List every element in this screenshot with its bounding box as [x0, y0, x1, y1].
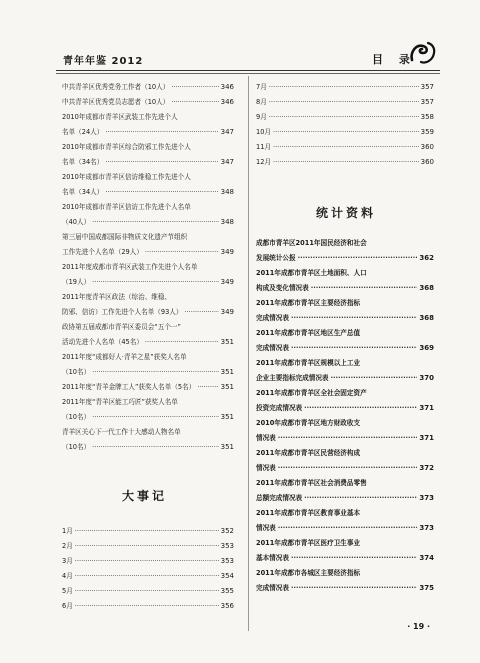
toc-entry-title: 第三届中国成都国际非物质文化遗产节组织: [62, 233, 188, 241]
toc-page-number: 355: [220, 587, 234, 595]
statistics-list: [256, 236, 434, 596]
running-header-title: 青年年鉴 2012: [63, 56, 144, 67]
toc-entry-label: 2011年度“青羊金牌工人”获奖人名单（5名）: [62, 383, 196, 391]
left-column: [62, 80, 234, 455]
toc-page-number: 346: [220, 83, 234, 91]
dot-leader: [291, 551, 417, 566]
toc-entry[interactable]: [62, 80, 234, 95]
dot-leader: [75, 569, 219, 584]
dot-leader: [298, 251, 418, 266]
dot-leader: [75, 524, 219, 539]
toc-entry-title: 2010年成都市青羊区武装工作先进个人: [62, 113, 178, 121]
toc-entry-label: 活动先进个人名单（45名）: [62, 338, 143, 346]
dot-leader: [92, 410, 218, 425]
dot-leader: [331, 371, 418, 386]
dot-leader: [145, 335, 219, 350]
toc-entry-label: 9月: [256, 113, 267, 121]
toc-page-number: 373: [419, 494, 434, 502]
toc-entry-label: 发展统计公报: [256, 254, 296, 262]
toc-page-number: 351: [220, 368, 234, 376]
toc-entry-title: 2011年成都市青羊区民营经济构成: [256, 449, 361, 457]
toc-page-number: 368: [419, 314, 434, 322]
toc-page-number: 362: [419, 254, 434, 262]
toc-entry-label: 6月: [62, 602, 73, 610]
toc-page-number: 374: [419, 554, 434, 562]
toc-page-number: 371: [419, 404, 434, 412]
months-list-left: [62, 524, 234, 614]
toc-page-number: 375: [419, 584, 434, 592]
dot-leader: [92, 440, 218, 455]
toc-entry-label: 11月: [256, 143, 271, 151]
toc-entry[interactable]: [62, 335, 234, 350]
toc-entry-label: 5月: [62, 587, 73, 595]
toc-page-number: 357: [420, 83, 434, 91]
toc-entry-label: 投资完成情况表: [256, 404, 303, 412]
toc-entry-label: 名单（34名）: [62, 158, 104, 166]
toc-page-number: 357: [420, 98, 434, 106]
dot-leader: [75, 599, 219, 614]
header-rule: [56, 70, 440, 71]
toc-entry-label: 总额完成情况表: [256, 494, 303, 502]
toc-page-number: 370: [419, 374, 434, 382]
toc-page-number: 349: [220, 308, 234, 316]
dot-leader: [75, 554, 219, 569]
toc-page-number: 347: [220, 128, 234, 136]
toc-entry-title: 2010年成都市青羊区综合防邪工作先进个人: [62, 143, 191, 151]
running-header-section: 目 录: [372, 53, 416, 66]
toc-entry-label: 企业主要指标完成情况表: [256, 374, 329, 382]
dot-leader: [311, 281, 418, 296]
toc-entry-label: 12月: [256, 158, 271, 166]
toc-entry[interactable]: [62, 584, 234, 599]
toc-entry[interactable]: [256, 401, 434, 416]
toc-entry-label: 完成情况表: [256, 344, 289, 352]
toc-page-number: 369: [419, 344, 434, 352]
toc-page-number: 354: [220, 572, 234, 580]
toc-entry[interactable]: [256, 491, 434, 506]
toc-entry-label: 情况表: [256, 464, 276, 472]
toc-entry-label: 情况表: [256, 434, 276, 442]
toc-entry-label: 中共青羊区优秀党务工作者（10人）: [62, 83, 170, 91]
dot-leader: [269, 80, 419, 95]
swirl-logo-icon: [408, 40, 436, 66]
toc-entry-label: 情况表: [256, 524, 276, 532]
toc-entry[interactable]: [62, 599, 234, 614]
toc-page-number: 360: [420, 158, 434, 166]
toc-entry-label: （10名）: [62, 368, 91, 376]
toc-entry-label: 名单（24人）: [62, 128, 104, 136]
toc-entry-label: 8月: [256, 98, 267, 106]
dot-leader: [197, 380, 218, 395]
toc-page-number: 351: [220, 338, 234, 346]
toc-entry-label: 构成及变化情况表: [256, 284, 309, 292]
toc-entry[interactable]: [256, 371, 434, 386]
dot-leader: [291, 581, 417, 596]
header-rule-thin: [56, 73, 440, 74]
toc-entry-label: 中共青羊区优秀党员志愿者（10人）: [62, 98, 170, 106]
dot-leader: [304, 401, 417, 416]
toc-page-number: 349: [220, 248, 234, 256]
toc-entry[interactable]: [256, 461, 434, 476]
dot-leader: [273, 140, 419, 155]
toc-entry[interactable]: [256, 125, 434, 140]
dot-leader: [291, 311, 417, 326]
toc-entry-title: 2011年成都市青羊区医疗卫生事业: [256, 539, 361, 547]
dot-leader: [145, 245, 219, 260]
toc-page-number: 353: [220, 542, 234, 550]
toc-entry[interactable]: [256, 311, 434, 326]
dot-leader: [171, 80, 218, 95]
toc-entry[interactable]: [62, 185, 234, 200]
dot-leader: [92, 365, 218, 380]
toc-entry-title: 青羊区关心下一代工作十大感动人物名单: [62, 428, 181, 436]
toc-entry[interactable]: [62, 410, 234, 425]
toc-entry[interactable]: [62, 569, 234, 584]
toc-entry-title: 2011年度“成都好人·青羊之星”获奖人名单: [62, 353, 187, 361]
toc-page-number: 360: [420, 143, 434, 151]
toc-entry-label: 完成情况表: [256, 584, 289, 592]
toc-entry-title: 2011年成都市青羊区全社会固定资产: [256, 389, 367, 397]
dot-leader: [92, 275, 218, 290]
dot-leader: [269, 95, 419, 110]
toc-entry[interactable]: [62, 95, 234, 110]
toc-entry-title: 2011年成都市青羊区教育事业基本: [256, 509, 361, 517]
toc-page-number: 358: [420, 113, 434, 121]
toc-page-number: 348: [220, 188, 234, 196]
toc-entry[interactable]: [256, 251, 434, 266]
section-title-events: 大事记: [122, 489, 168, 503]
column-divider: [248, 76, 249, 631]
toc-entry-label: 防邪、信访）工作先进个人名单（93人）: [62, 308, 183, 316]
toc-entry-label: （40人）: [62, 218, 91, 226]
toc-entry[interactable]: [62, 125, 234, 140]
toc-entry-label: 3月: [62, 557, 73, 565]
dot-leader: [184, 305, 218, 320]
toc-entry-label: 1月: [62, 527, 73, 535]
toc-entry-title: 2011年成都市青羊区地区生产总值: [256, 329, 361, 337]
toc-entry-title: 2011年成都市青羊区主要经济指标: [256, 299, 361, 307]
toc-entry-label: （19人）: [62, 278, 91, 286]
toc-entry-title: 2010年成都市青羊区地方财政收支: [256, 419, 361, 427]
toc-entry[interactable]: [62, 440, 234, 455]
toc-entry-title: 2011年度成都市青羊区武装工作先进个人名单: [62, 263, 198, 271]
dot-leader: [105, 155, 218, 170]
dot-leader: [291, 341, 417, 356]
toc-entry-label: （10名）: [62, 413, 91, 421]
toc-entry[interactable]: [62, 524, 234, 539]
toc-entry[interactable]: [62, 245, 234, 260]
toc-entry-label: 2月: [62, 542, 73, 550]
toc-entry[interactable]: [62, 305, 234, 320]
toc-entry[interactable]: [256, 431, 434, 446]
toc-entry[interactable]: [256, 95, 434, 110]
dot-leader: [105, 125, 218, 140]
toc-entry-title: 2010年成都市青羊区信访工作先进个人名单: [62, 203, 191, 211]
toc-page-number: 371: [419, 434, 434, 442]
toc-entry-title: 2011年成都市青羊区规模以上工业: [256, 359, 361, 367]
toc-entry[interactable]: [62, 365, 234, 380]
toc-entry[interactable]: [62, 554, 234, 569]
toc-entry-label: 10月: [256, 128, 271, 136]
dot-leader: [269, 110, 419, 125]
dot-leader: [304, 491, 417, 506]
toc-entry[interactable]: [62, 155, 234, 170]
toc-page-number: 373: [419, 524, 434, 532]
dot-leader: [92, 215, 218, 230]
dot-leader: [75, 539, 219, 554]
toc-page-number: 348: [220, 218, 234, 226]
dot-leader: [278, 521, 418, 536]
toc-entry-label: 7月: [256, 83, 267, 91]
toc-entry[interactable]: [62, 275, 234, 290]
toc-entry-title: 2011年成都市青羊区社会消费品零售: [256, 479, 367, 487]
toc-entry[interactable]: [256, 521, 434, 536]
dot-leader: [273, 125, 419, 140]
toc-entry-title: 2011年成都市青羊区土地面积、人口: [256, 269, 367, 277]
toc-entry-title: 政协第五届成都市青羊区委员会“五个一”: [62, 323, 181, 331]
toc-entry-title: 2011年度“青羊区能工巧匠”获奖人名单: [62, 398, 178, 406]
toc-entry[interactable]: [256, 551, 434, 566]
toc-entry[interactable]: [256, 341, 434, 356]
toc-entry-title: 2011年成都市各城区主要经济指标: [256, 569, 361, 577]
toc-entry-label: 基本情况表: [256, 554, 289, 562]
toc-entry[interactable]: [62, 380, 234, 395]
toc-entry-title: 成都市青羊区2011年国民经济和社会: [256, 239, 367, 247]
toc-entry-label: 名单（34人）: [62, 188, 104, 196]
toc-entry[interactable]: [256, 155, 434, 170]
toc-entry[interactable]: [62, 539, 234, 554]
toc-page-number: 351: [220, 383, 234, 391]
dot-leader: [105, 185, 218, 200]
toc-entry-label: 工作先进个人名单（29人）: [62, 248, 143, 256]
toc-entry-title: 2011年度青羊区政法（综治、维稳、: [62, 293, 172, 301]
toc-page-number: 359: [420, 128, 434, 136]
dot-leader: [171, 95, 218, 110]
toc-entry[interactable]: [62, 215, 234, 230]
toc-page-number: 346: [220, 98, 234, 106]
dot-leader: [278, 431, 418, 446]
toc-page-number: 351: [220, 443, 234, 451]
toc-entry[interactable]: [256, 140, 434, 155]
toc-page-number: 372: [419, 464, 434, 472]
toc-entry-label: 完成情况表: [256, 314, 289, 322]
toc-entry[interactable]: [256, 281, 434, 296]
toc-page-number: 347: [220, 158, 234, 166]
toc-entry[interactable]: [256, 581, 434, 596]
toc-page-number: 349: [220, 278, 234, 286]
months-list-right: [256, 80, 434, 170]
toc-page-number: 368: [419, 284, 434, 292]
toc-page-number: 351: [220, 413, 234, 421]
toc-page-number: 356: [220, 602, 234, 610]
section-title-statistics: 统计资料: [316, 206, 377, 220]
toc-entry-title: 2010年成都市青羊区信访维稳工作先进个人: [62, 173, 191, 181]
toc-page-number: 353: [220, 557, 234, 565]
toc-entry[interactable]: [256, 80, 434, 95]
toc-entry-label: （10名）: [62, 443, 91, 451]
page-number: · 19 ·: [407, 622, 430, 631]
toc-entry-label: 4月: [62, 572, 73, 580]
toc-entry[interactable]: [256, 110, 434, 125]
dot-leader: [273, 155, 419, 170]
toc-page-number: 352: [220, 527, 234, 535]
dot-leader: [75, 584, 219, 599]
dot-leader: [278, 461, 418, 476]
